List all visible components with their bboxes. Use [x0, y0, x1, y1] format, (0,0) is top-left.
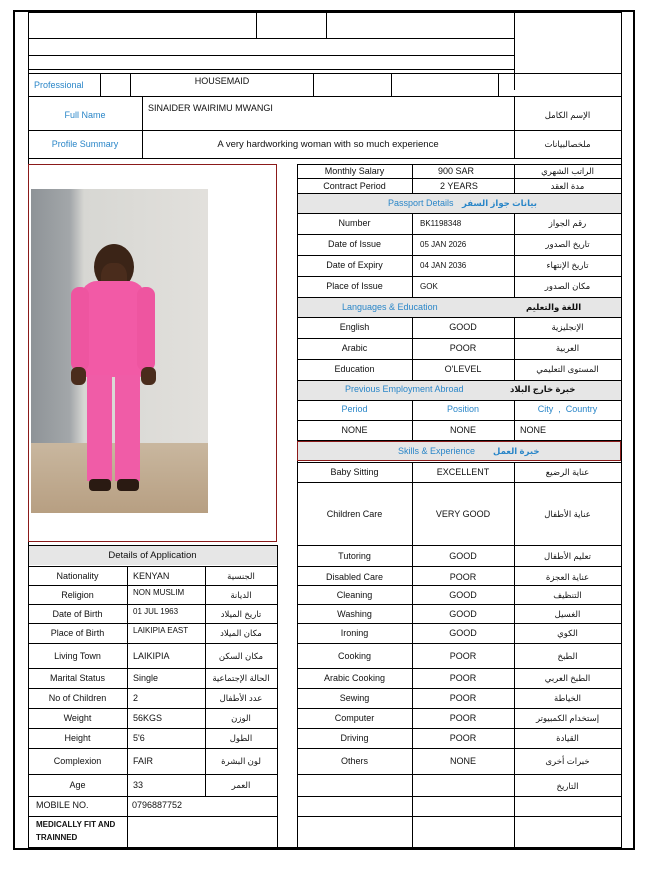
rule [28, 774, 277, 775]
passport-number-label: Number [338, 218, 371, 228]
skill-label: Disabled Care [325, 572, 384, 582]
application-value: FAIR [133, 756, 154, 766]
application-arabic: مكان الميلاد [220, 628, 262, 638]
english-value: GOOD [449, 322, 477, 332]
skill-value: GOOD [449, 590, 477, 600]
arabic-label: Arabic [341, 343, 368, 353]
skill-value: GOOD [449, 628, 477, 638]
skill-label: Sewing [339, 693, 370, 703]
application-value: LAIKIPIA EAST [133, 626, 189, 635]
application-value: 5'6 [133, 733, 145, 743]
skill-value: POOR [449, 572, 477, 582]
rule [412, 164, 413, 194]
application-label: Marital Status [49, 673, 106, 683]
skill-label: Driving [340, 733, 369, 743]
skill-label: Arabic Cooking [323, 673, 386, 683]
profile-summary-value: A very hardworking woman with so much experience [217, 139, 439, 150]
skill-arabic: القيادة [556, 733, 579, 743]
skill-arabic: الغسيل [554, 609, 581, 619]
passport-band [298, 194, 621, 213]
skill-arabic: عناية الرضيع [545, 467, 590, 477]
monthly-salary-value: 900 SAR [438, 166, 475, 176]
skill-value: POOR [449, 713, 477, 723]
skill-value: POOR [449, 693, 477, 703]
period-value: NONE [341, 425, 368, 435]
passport-number-arabic: رقم الجواز [548, 218, 587, 228]
skill-value: POOR [449, 733, 477, 743]
rule [28, 96, 622, 97]
skill-value: POOR [449, 651, 477, 661]
application-value: LAIKIPIA [133, 651, 170, 661]
skill-arabic: عناية الأطفال [544, 509, 591, 519]
skill-label: Computer [334, 713, 375, 723]
application-label: Place of Birth [50, 628, 105, 638]
application-arabic: الطول [229, 733, 253, 743]
full-name-value: SINAIDER WAIRIMU MWANGI [148, 103, 273, 113]
profile-summary-arabic: ملخصالبيانات [544, 139, 591, 149]
skill-label: Baby Sitting [330, 467, 379, 477]
monthly-salary-label: Monthly Salary [324, 166, 385, 176]
application-value: 01 JUL 1963 [133, 607, 179, 616]
rule [127, 566, 128, 847]
skills-title: Skills & Experience [398, 446, 476, 456]
application-arabic: عدد الأطفال [219, 693, 263, 703]
english-arabic: الإنجليزية [551, 322, 584, 332]
date-of-issue-value: 05 JAN 2026 [420, 240, 467, 249]
skills-title-arabic: خبرة العمل [493, 446, 540, 456]
rule [514, 12, 515, 90]
skill-arabic: إستخدام الكمبيوتر [535, 713, 600, 723]
rule [28, 73, 622, 74]
skill-arabic: الطبخ [557, 651, 578, 661]
application-value: Single [133, 673, 159, 683]
skill-label: Ironing [340, 628, 369, 638]
date-of-expiry-label: Date of Expiry [326, 260, 383, 270]
city-country-value: NONE [520, 425, 547, 435]
application-arabic: الديانة [230, 590, 252, 600]
application-value: 33 [133, 780, 144, 790]
rule [28, 130, 622, 131]
candidate-photo [31, 189, 208, 513]
contract-period-value: 2 YEARS [440, 181, 478, 191]
rule [28, 688, 277, 689]
application-label: Religion [61, 590, 94, 600]
rule [100, 73, 101, 96]
mobile-label: MOBILE NO. [36, 800, 89, 810]
application-label: Date of Birth [52, 609, 103, 619]
application-value: 2 [133, 693, 139, 703]
skill-value: VERY GOOD [435, 509, 491, 519]
city-country-header: City , Country [537, 404, 598, 414]
education-value: O'LEVEL [444, 364, 482, 374]
skill-arabic: الطبخ العربي [544, 673, 591, 683]
education-arabic: المستوى التعليمي [536, 364, 599, 374]
rule [28, 55, 514, 56]
rule [277, 545, 278, 847]
skill-arabic: الخياطة [554, 693, 581, 703]
skill-label: Tutoring [338, 551, 371, 561]
position-header: Position [446, 404, 480, 414]
skill-value: NONE [449, 756, 476, 766]
skill-arabic: تعليم الأطفال [544, 551, 591, 561]
employment-title: Previous Employment Abroad [345, 384, 464, 394]
languages-title: Languages & Education [342, 302, 438, 312]
rule [28, 585, 277, 586]
rule [28, 643, 277, 644]
rule [28, 158, 622, 159]
application-value: NON MUSLIM [133, 588, 185, 597]
contract-period-label: Contract Period [323, 181, 386, 191]
rule [28, 748, 277, 749]
application-label: Age [69, 780, 86, 790]
date-of-issue-arabic: تاريخ الصدور [545, 239, 590, 249]
profile-summary-label: Profile Summary [51, 139, 119, 149]
rule [28, 623, 277, 624]
employment-title-arabic: خبرة خارج البلاد [510, 384, 576, 394]
rule [28, 668, 277, 669]
medical-line-1: MEDICALLY FIT AND [36, 820, 116, 829]
rule [28, 69, 514, 70]
rule [498, 73, 499, 96]
arabic-arabic: العربية [555, 343, 580, 353]
skill-label: Children Care [326, 509, 383, 519]
rule [256, 12, 257, 38]
period-header: Period [341, 404, 368, 414]
place-of-issue-value: GOK [420, 282, 438, 291]
application-label: Living Town [54, 651, 101, 661]
passport-number-value: BK1198348 [420, 219, 462, 228]
education-label: Education [334, 364, 375, 374]
application-value: 56KGS [133, 713, 163, 723]
skill-label: Others [340, 756, 368, 766]
rule [28, 728, 277, 729]
english-label: English [339, 322, 370, 332]
rule [313, 73, 314, 96]
rule [28, 604, 277, 605]
application-arabic: تاريخ الميلاد [220, 609, 262, 619]
skill-label: Cleaning [336, 590, 373, 600]
skill-arabic: عناية العجزة [545, 572, 590, 582]
application-label: Complexion [53, 756, 102, 766]
skill-arabic: التنظيف [553, 590, 582, 600]
application-arabic: مكان السكن [218, 651, 264, 661]
date-of-expiry-value: 04 JAN 2036 [420, 261, 467, 270]
monthly-salary-arabic: الراتب الشهري [541, 166, 594, 176]
skill-value: POOR [449, 673, 477, 683]
rule [391, 73, 392, 96]
languages-title-arabic: اللغة والتعليم [526, 302, 582, 312]
passport-title-arabic: بيانات جواز السفر [462, 198, 537, 208]
rule [28, 12, 622, 13]
rule [326, 12, 327, 38]
application-label: Nationality [56, 571, 99, 581]
rule [28, 708, 277, 709]
professional-label: Professional [34, 80, 84, 90]
skill-arabic: خبرات أخرى [545, 756, 590, 766]
place-of-issue-arabic: مكان الصدور [544, 281, 591, 291]
full-name-arabic: الإسم الكامل [544, 110, 591, 120]
passport-title: Passport Details [388, 198, 454, 208]
skill-arabic: الكوي [557, 628, 578, 638]
application-arabic: الوزن [231, 713, 251, 723]
position-value-cell: NONE [449, 425, 476, 435]
history-arabic: التاريخ [556, 781, 579, 791]
application-label: No of Children [48, 693, 107, 703]
place-of-issue-label: Place of Issue [326, 281, 383, 291]
application-label: Height [64, 733, 91, 743]
application-arabic: الحالة الإجتماعية [212, 673, 270, 683]
full-name-label: Full Name [64, 110, 106, 120]
rule [130, 73, 131, 96]
skill-label: Washing [337, 609, 372, 619]
application-arabic: الجنسية [227, 571, 255, 581]
position-value: HOUSEMAID [194, 76, 250, 86]
application-value: KENYAN [133, 571, 170, 581]
date-of-expiry-arabic: تاريخ الإنتهاء [546, 260, 589, 270]
date-of-issue-label: Date of Issue [327, 239, 382, 249]
application-label: Weight [63, 713, 92, 723]
skill-value: EXCELLENT [436, 467, 490, 477]
mobile-value: 0796887752 [132, 800, 183, 810]
skill-value: GOOD [449, 551, 477, 561]
rule [28, 38, 514, 39]
rule [621, 12, 622, 847]
contract-period-arabic: مدة العقد [550, 181, 585, 191]
application-arabic: العمر [231, 780, 251, 790]
skill-value: GOOD [449, 609, 477, 619]
skill-label: Cooking [337, 651, 372, 661]
medical-line-2: TRAINNED [36, 833, 78, 842]
application-arabic: لون البشرة [221, 756, 261, 766]
arabic-value: POOR [449, 343, 477, 353]
application-title: Details of Application [108, 550, 197, 561]
